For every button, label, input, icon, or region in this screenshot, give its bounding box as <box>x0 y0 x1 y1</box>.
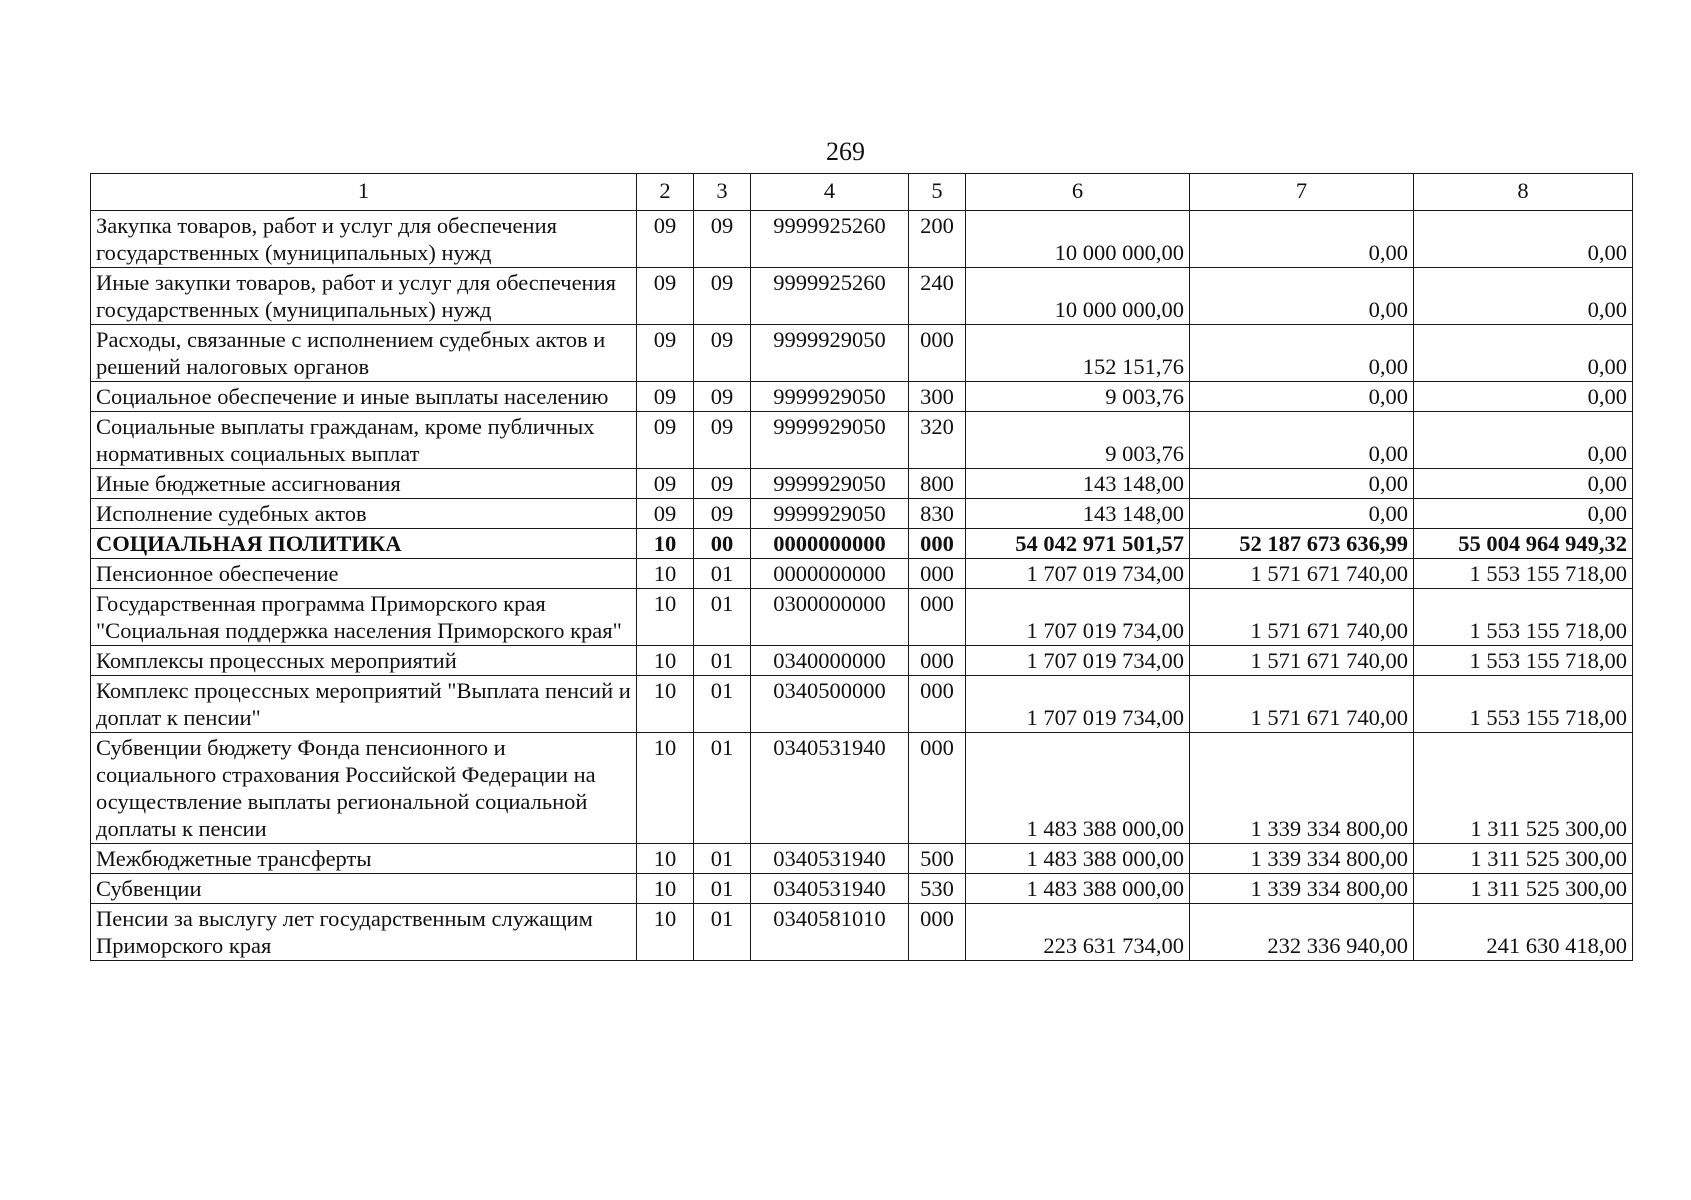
section-code-cell: 09 <box>637 412 694 469</box>
column-header: 3 <box>694 174 751 211</box>
table-row <box>91 559 1633 589</box>
amount-col7-cell: 0,00 <box>1190 412 1414 469</box>
subsection-code-cell: 01 <box>694 676 751 733</box>
target-article-cell: 0000000000 <box>751 529 909 559</box>
amount-col8-cell: 241 630 418,00 <box>1414 904 1633 961</box>
target-article-cell: 0340531940 <box>751 874 909 904</box>
amount-col8-cell: 0,00 <box>1414 469 1633 499</box>
section-code-cell: 10 <box>637 904 694 961</box>
section-code-cell: 09 <box>637 325 694 382</box>
amount-col6-cell: 1 707 019 734,00 <box>966 559 1190 589</box>
row-name-cell: Государственная программа Приморского края "Социальная поддержка населения Приморского края" <box>91 589 637 646</box>
subsection-code-cell: 01 <box>694 646 751 676</box>
section-code-cell: 10 <box>637 529 694 559</box>
row-name-cell: Исполнение судебных актов <box>91 499 637 529</box>
amount-col6-cell: 10 000 000,00 <box>966 268 1190 325</box>
column-header: 5 <box>909 174 966 211</box>
target-article-cell: 9999929050 <box>751 469 909 499</box>
subsection-code-cell: 09 <box>694 382 751 412</box>
amount-col7-cell: 232 336 940,00 <box>1190 904 1414 961</box>
target-article-cell: 0000000000 <box>751 559 909 589</box>
amount-col6-cell: 1 483 388 000,00 <box>966 874 1190 904</box>
subsection-code-cell: 09 <box>694 412 751 469</box>
table-row <box>91 904 1633 961</box>
expense-type-cell: 300 <box>909 382 966 412</box>
row-name-cell: СОЦИАЛЬНАЯ ПОЛИТИКА <box>91 529 637 559</box>
expense-type-cell: 830 <box>909 499 966 529</box>
amount-col6-cell: 1 707 019 734,00 <box>966 646 1190 676</box>
row-name-cell: Иные закупки товаров, работ и услуг для обеспечения государственных (муниципальных) нужд <box>91 268 637 325</box>
subsection-code-cell: 01 <box>694 874 751 904</box>
expense-type-cell: 800 <box>909 469 966 499</box>
row-name-cell: Закупка товаров, работ и услуг для обеспечения государственных (муниципальных) нужд <box>91 211 637 268</box>
target-article-cell: 0340500000 <box>751 676 909 733</box>
table-row <box>91 499 1633 529</box>
expense-type-cell: 320 <box>909 412 966 469</box>
amount-col6-cell: 9 003,76 <box>966 412 1190 469</box>
target-article-cell: 9999929050 <box>751 382 909 412</box>
target-article-cell: 0340000000 <box>751 646 909 676</box>
amount-col7-cell: 0,00 <box>1190 499 1414 529</box>
row-name-cell: Субвенции бюджету Фонда пенсионного и социального страхования Российской Федерации на осуществление выплаты региональной социальной доплаты к пенсии <box>91 733 637 844</box>
subsection-code-cell: 09 <box>694 211 751 268</box>
amount-col8-cell: 0,00 <box>1414 412 1633 469</box>
table-row <box>91 469 1633 499</box>
section-code-cell: 09 <box>637 499 694 529</box>
expense-type-cell: 000 <box>909 904 966 961</box>
amount-col8-cell: 1 311 525 300,00 <box>1414 874 1633 904</box>
expense-type-cell: 000 <box>909 646 966 676</box>
amount-col6-cell: 9 003,76 <box>966 382 1190 412</box>
amount-col6-cell: 1 483 388 000,00 <box>966 844 1190 874</box>
amount-col8-cell: 1 553 155 718,00 <box>1414 676 1633 733</box>
expense-type-cell: 000 <box>909 733 966 844</box>
column-header: 1 <box>91 174 637 211</box>
target-article-cell: 9999929050 <box>751 499 909 529</box>
amount-col7-cell: 1 339 334 800,00 <box>1190 874 1414 904</box>
subsection-code-cell: 09 <box>694 469 751 499</box>
row-name-cell: Пенсионное обеспечение <box>91 559 637 589</box>
amount-col6-cell: 10 000 000,00 <box>966 211 1190 268</box>
expense-type-cell: 200 <box>909 211 966 268</box>
column-header: 4 <box>751 174 909 211</box>
amount-col7-cell: 0,00 <box>1190 325 1414 382</box>
amount-col7-cell: 0,00 <box>1190 268 1414 325</box>
expense-type-cell: 000 <box>909 559 966 589</box>
column-header: 2 <box>637 174 694 211</box>
target-article-cell: 0300000000 <box>751 589 909 646</box>
amount-col8-cell: 1 553 155 718,00 <box>1414 646 1633 676</box>
expense-type-cell: 000 <box>909 529 966 559</box>
amount-col7-cell: 1 571 671 740,00 <box>1190 559 1414 589</box>
budget-table <box>90 173 1633 961</box>
amount-col7-cell: 1 571 671 740,00 <box>1190 676 1414 733</box>
table-row <box>91 676 1633 733</box>
row-name-cell: Расходы, связанные с исполнением судебных актов и решений налоговых органов <box>91 325 637 382</box>
amount-col6-cell: 1 707 019 734,00 <box>966 676 1190 733</box>
amount-col6-cell: 1 707 019 734,00 <box>966 589 1190 646</box>
row-name-cell: Социальное обеспечение и иные выплаты населению <box>91 382 637 412</box>
amount-col8-cell: 0,00 <box>1414 499 1633 529</box>
subsection-code-cell: 09 <box>694 499 751 529</box>
expense-type-cell: 000 <box>909 325 966 382</box>
subsection-code-cell: 01 <box>694 844 751 874</box>
amount-col7-cell: 1 339 334 800,00 <box>1190 733 1414 844</box>
table-row <box>91 211 1633 268</box>
section-code-cell: 10 <box>637 589 694 646</box>
table-row <box>91 412 1633 469</box>
section-code-cell: 10 <box>637 844 694 874</box>
amount-col7-cell: 0,00 <box>1190 382 1414 412</box>
column-header: 8 <box>1414 174 1633 211</box>
header-row <box>91 174 1633 211</box>
section-code-cell: 09 <box>637 382 694 412</box>
row-name-cell: Субвенции <box>91 874 637 904</box>
row-name-cell: Пенсии за выслугу лет государственным служащим Приморского края <box>91 904 637 961</box>
amount-col6-cell: 54 042 971 501,57 <box>966 529 1190 559</box>
page-number: 269 <box>826 137 865 166</box>
amount-col6-cell: 143 148,00 <box>966 469 1190 499</box>
subsection-code-cell: 01 <box>694 589 751 646</box>
target-article-cell: 0340531940 <box>751 733 909 844</box>
amount-col8-cell: 0,00 <box>1414 211 1633 268</box>
target-article-cell: 9999925260 <box>751 268 909 325</box>
amount-col8-cell: 1 311 525 300,00 <box>1414 733 1633 844</box>
section-code-cell: 09 <box>637 268 694 325</box>
amount-col6-cell: 1 483 388 000,00 <box>966 733 1190 844</box>
expense-type-cell: 530 <box>909 874 966 904</box>
table-body <box>91 174 1633 961</box>
column-header: 6 <box>966 174 1190 211</box>
row-name-cell: Иные бюджетные ассигнования <box>91 469 637 499</box>
target-article-cell: 0340581010 <box>751 904 909 961</box>
amount-col8-cell: 0,00 <box>1414 268 1633 325</box>
subsection-code-cell: 01 <box>694 733 751 844</box>
subsection-code-cell: 00 <box>694 529 751 559</box>
expense-type-cell: 000 <box>909 589 966 646</box>
table-row <box>91 325 1633 382</box>
amount-col8-cell: 1 553 155 718,00 <box>1414 589 1633 646</box>
target-article-cell: 0340531940 <box>751 844 909 874</box>
section-code-cell: 10 <box>637 874 694 904</box>
amount-col6-cell: 223 631 734,00 <box>966 904 1190 961</box>
target-article-cell: 9999925260 <box>751 211 909 268</box>
table-row <box>91 646 1633 676</box>
amount-col8-cell: 1 553 155 718,00 <box>1414 559 1633 589</box>
expense-type-cell: 000 <box>909 676 966 733</box>
section-code-cell: 09 <box>637 211 694 268</box>
row-name-cell: Социальные выплаты гражданам, кроме публичных нормативных социальных выплат <box>91 412 637 469</box>
subsection-code-cell: 01 <box>694 904 751 961</box>
amount-col8-cell: 0,00 <box>1414 382 1633 412</box>
expense-type-cell: 240 <box>909 268 966 325</box>
amount-col6-cell: 143 148,00 <box>966 499 1190 529</box>
section-code-cell: 10 <box>637 676 694 733</box>
amount-col7-cell: 0,00 <box>1190 469 1414 499</box>
table-row <box>91 589 1633 646</box>
amount-col7-cell: 1 571 671 740,00 <box>1190 589 1414 646</box>
table-row <box>91 844 1633 874</box>
amount-col8-cell: 55 004 964 949,32 <box>1414 529 1633 559</box>
row-name-cell: Комплексы процессных мероприятий <box>91 646 637 676</box>
expense-type-cell: 500 <box>909 844 966 874</box>
amount-col7-cell: 0,00 <box>1190 211 1414 268</box>
amount-col7-cell: 1 339 334 800,00 <box>1190 844 1414 874</box>
row-name-cell: Межбюджетные трансферты <box>91 844 637 874</box>
section-code-cell: 09 <box>637 469 694 499</box>
amount-col6-cell: 152 151,76 <box>966 325 1190 382</box>
table-row <box>91 733 1633 844</box>
target-article-cell: 9999929050 <box>751 325 909 382</box>
subsection-code-cell: 09 <box>694 268 751 325</box>
table-row <box>91 874 1633 904</box>
amount-col7-cell: 52 187 673 636,99 <box>1190 529 1414 559</box>
section-code-cell: 10 <box>637 559 694 589</box>
table-row <box>91 268 1633 325</box>
subsection-code-cell: 09 <box>694 325 751 382</box>
subsection-code-cell: 01 <box>694 559 751 589</box>
amount-col8-cell: 0,00 <box>1414 325 1633 382</box>
amount-col8-cell: 1 311 525 300,00 <box>1414 844 1633 874</box>
table-row <box>91 529 1633 559</box>
amount-col7-cell: 1 571 671 740,00 <box>1190 646 1414 676</box>
section-code-cell: 10 <box>637 733 694 844</box>
column-header: 7 <box>1190 174 1414 211</box>
target-article-cell: 9999929050 <box>751 412 909 469</box>
table-row <box>91 382 1633 412</box>
row-name-cell: Комплекс процессных мероприятий "Выплата пенсий и доплат к пенсии" <box>91 676 637 733</box>
section-code-cell: 10 <box>637 646 694 676</box>
